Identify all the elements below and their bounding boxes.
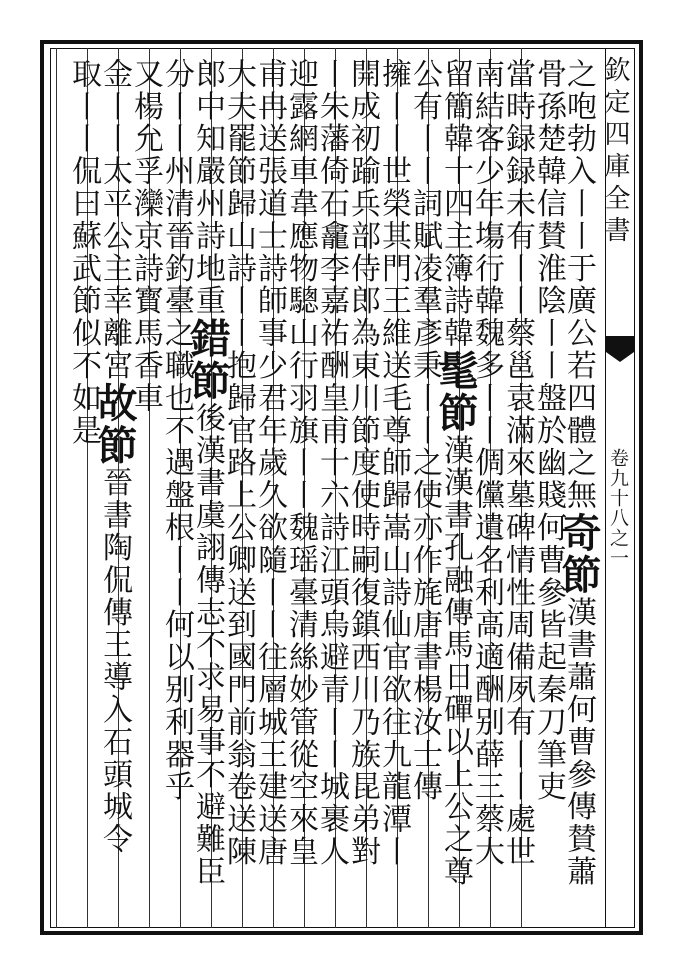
text-columns	[50, 48, 605, 928]
column-text: 丨朱藩倚石龕李嘉祐酬皇甫十六詩江頭烏避青丨丨城裹人	[314, 58, 349, 868]
column-text: 留簡韓十四主簿詩韓髦節漢漢書孔融傳馬日磾以上公之尊	[432, 58, 479, 889]
column-text: 又楊允孚灤京詩寳馬香車	[128, 58, 163, 415]
column-text: 公有丨丨詞賦凌羣彥秉丨丨之使亦作旄唐書楊汝士傳	[407, 58, 442, 804]
volume-label: 卷九十八之一	[607, 448, 629, 568]
fishtail-mark	[606, 336, 634, 352]
column-text: 取丨丨侃曰蘇武節似不如是	[66, 58, 101, 447]
column-text: 分丨丨州清晉釣臺之職也不遇盤根丨丨何以别利器乎	[159, 58, 194, 804]
text-column	[56, 48, 109, 928]
column-text: 大夫罷節歸山詩丨丨抱歸官路上公卿送到國門前翁卷送陳	[221, 58, 256, 868]
page-header	[600, 48, 635, 928]
column-text: 南結客少年塲行韓魏多丨丨倜儻遺名利高適酬别薛三蔡大	[469, 58, 504, 869]
column-text: 金丨丨太平公主幸離宮故節晉書陶侃傳王導入石頭城令	[91, 58, 138, 856]
column-text: 開成初踰兵部侍郎為東川節度使時嗣復鎮西川乃族昆弟對	[345, 58, 380, 868]
column-text: 骨孫楚韓信賛淮陰丨丨盤於幽賤何曹參皆起秦刀筆吏	[531, 58, 566, 804]
column-text: 郎中知嚴州詩地重錯節後漢書虞詡傳志不求易事不避難臣	[184, 58, 231, 889]
column-text: 擁丨丨世榮其門王維送毛尊師歸嵩山詩仙官欲往九龍潭丨	[376, 58, 411, 868]
book-title: 欽定四庫全書	[600, 56, 630, 248]
column-text: 迎露網車韋應物驄山行羽旗丨丨魏瑶臺清絲妙管從空來皇	[283, 58, 318, 868]
column-text: 當時録録未有丨丨蔡邕袁滿來墓碑情性周備夙有丨丨處世	[500, 58, 535, 869]
column-text: 之咆勃入丨丨于廣公若四體之無奇節漢書蕭何曹參傳賛蕭	[555, 58, 602, 889]
column-text: 甫冉送張道士詩師事少君年歲久欲隨丨丨往層城王建送唐	[252, 58, 287, 868]
